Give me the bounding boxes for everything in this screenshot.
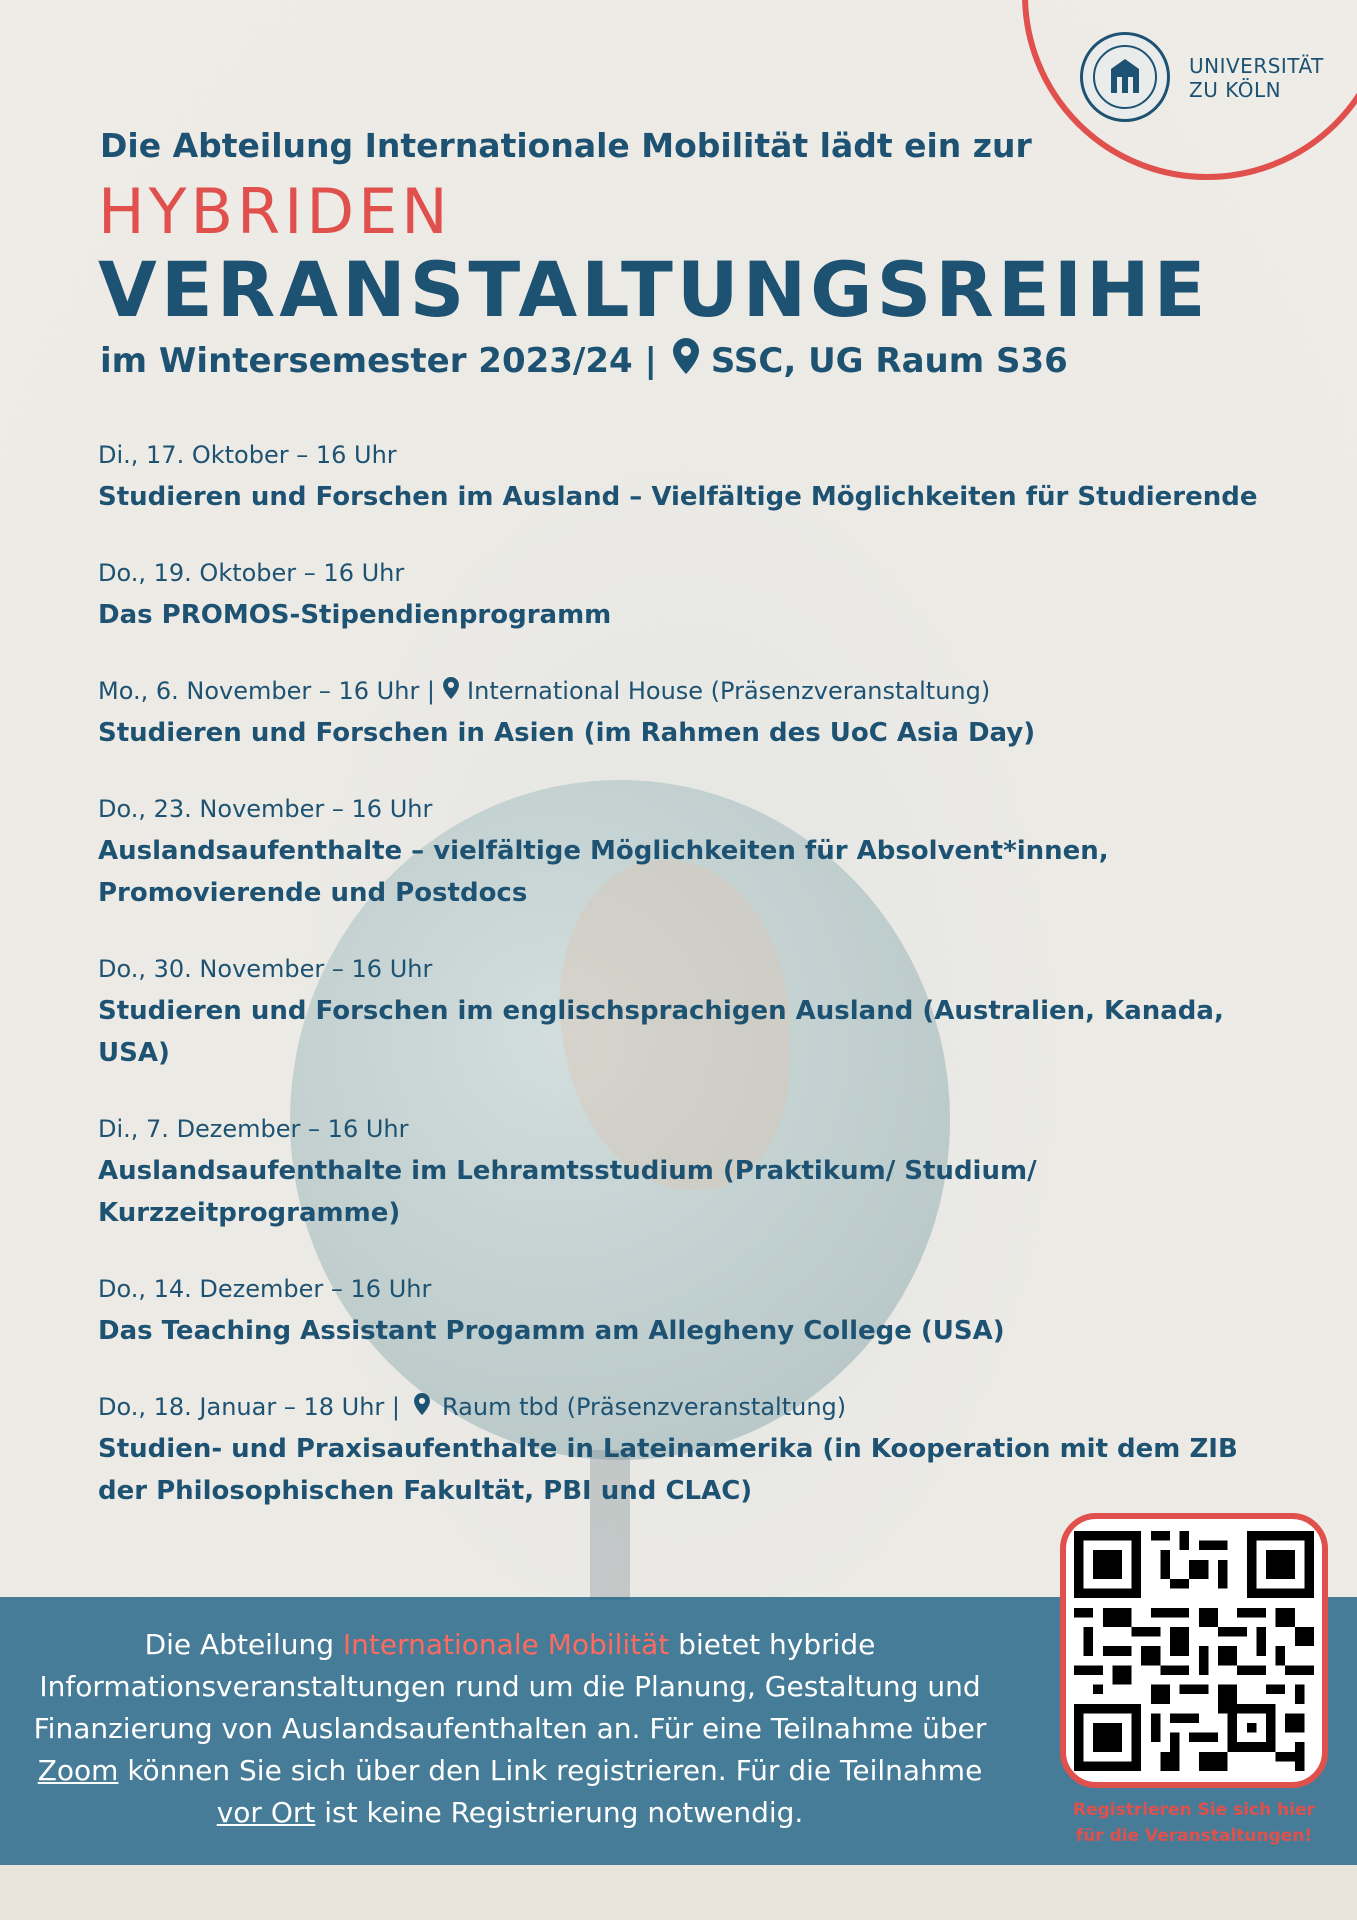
footer-accent: Internationale Mobilität <box>342 1628 670 1661</box>
footer-text-part4: ist keine Registrierung notwendig. <box>315 1796 804 1829</box>
event-title: Studieren und Forschen in Asien (im Rahmen des UoC Asia Day) <box>98 718 1036 748</box>
footer-text-part3: können Sie sich über den Link registrieren. Für die Teilnahme <box>118 1754 983 1787</box>
event-item <box>98 1274 1298 1352</box>
university-seal-icon <box>1080 32 1170 122</box>
intro-text: Die Abteilung Internationale Mobilität lädt ein zur <box>100 126 1032 165</box>
location-pin-icon <box>673 338 699 383</box>
event-title: Studieren und Forschen im englischsprachigen Ausland (Australien, Kanada, USA) <box>98 996 1224 1068</box>
event-item <box>98 1392 1298 1512</box>
semester-text: im Wintersemester 2023/24 | <box>100 340 657 381</box>
event-title: Auslandsaufenthalte – vielfältige Möglichkeiten für Absolvent*innen, Promovierende und Postdocs <box>98 836 1109 908</box>
event-title: Studieren und Forschen im Ausland – Vielfältige Möglichkeiten für Studierende <box>98 482 1258 512</box>
headline-veranstaltungsreihe: VERANSTALTUNGSREIHE <box>98 245 1210 334</box>
event-title: Das PROMOS-Stipendienprogramm <box>98 600 612 630</box>
location-pin-icon <box>414 1392 430 1422</box>
semester-location: SSC, UG Raum S36 <box>710 340 1068 381</box>
event-date: Di., 17. Oktober – 16 Uhr <box>98 441 397 469</box>
bottom-strip <box>0 1865 1357 1920</box>
event-date-line <box>98 676 1298 706</box>
event-item <box>98 794 1298 914</box>
vor-ort-link[interactable]: vor Ort <box>216 1796 316 1829</box>
event-title: Das Teaching Assistant Progamm am Allegheny College (USA) <box>98 1316 1005 1346</box>
event-item <box>98 676 1298 754</box>
event-location: International House (Präsenzveranstaltung) <box>467 677 991 705</box>
university-name <box>1189 54 1324 102</box>
event-date-line <box>98 1392 1298 1422</box>
event-list <box>98 440 1298 1552</box>
event-date: Do., 19. Oktober – 16 Uhr <box>98 559 405 587</box>
qr-caption-line1: Registrieren Sie sich hier <box>1073 1800 1315 1820</box>
qr-caption <box>1060 1797 1328 1849</box>
event-date: Do., 18. Januar – 18 Uhr | <box>98 1393 400 1421</box>
qr-code-icon[interactable] <box>1074 1531 1314 1771</box>
event-date: Di., 7. Dezember – 16 Uhr <box>98 1115 409 1143</box>
event-item <box>98 558 1298 636</box>
headline-hybriden: HYBRIDEN <box>98 175 452 248</box>
event-date: Do., 23. November – 16 Uhr <box>98 795 433 823</box>
event-title: Studien- und Praxisaufenthalte in Lateinamerika (in Kooperation mit dem ZIB der Philosophischen Fakultät, PBI und CLAC) <box>98 1434 1238 1506</box>
event-title: Auslandsaufenthalte im Lehramtsstudium (Praktikum/ Studium/ Kurzzeitprogramme) <box>98 1156 1037 1228</box>
event-location: Raum tbd (Präsenzveranstaltung) <box>442 1393 847 1421</box>
location-pin-icon <box>443 676 459 706</box>
footer-text-part1: Die Abteilung <box>144 1628 343 1661</box>
university-name-line1: UNIVERSITÄT <box>1189 54 1324 78</box>
event-item <box>98 1114 1298 1234</box>
semester-line <box>100 338 1068 383</box>
footer-text-part2: bietet hybride Informationsveranstaltungen rund um die Planung, Gestaltung und Finanzierung von Auslandsaufenthalten an. Für eine Teilnahme über <box>33 1628 987 1745</box>
zoom-link[interactable]: Zoom <box>37 1754 119 1787</box>
footer-description <box>30 1624 990 1834</box>
qr-caption-line2: für die Veranstaltungen! <box>1075 1826 1313 1846</box>
event-date: Mo., 6. November – 16 Uhr | <box>98 677 436 705</box>
event-date: Do., 30. November – 16 Uhr <box>98 955 433 983</box>
event-item <box>98 954 1298 1074</box>
event-date: Do., 14. Dezember – 16 Uhr <box>98 1275 432 1303</box>
university-name-line2: ZU KÖLN <box>1189 78 1282 102</box>
qr-code-container[interactable] <box>1060 1513 1328 1788</box>
event-item <box>98 440 1298 518</box>
